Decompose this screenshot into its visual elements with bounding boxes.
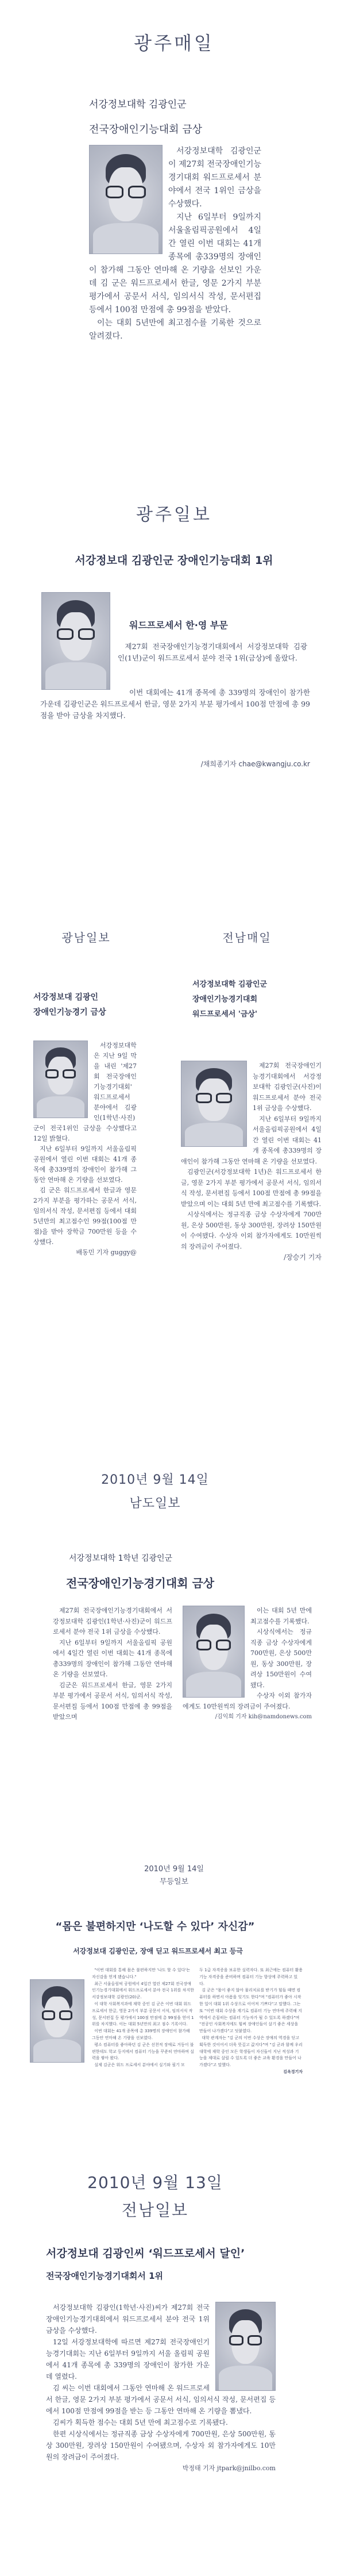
paragraph: 시상식에서는 정규직종 금상 수상자에게 700만원, 은상 500만원, 동상 300만원, 장려상 150만원이 수여됐다.	[250, 1628, 312, 1689]
paragraph: 이번 대회에는 41개 종목에 총 339명의 장애인이 참가한 가운데 김광인군은 워드프로세서 한글, 영문 2가지 부분 평가에서 100점 만점에 총 99점을 받아 금상을 차지했다.	[40, 688, 310, 720]
subhead: 전국장애인기능경기대회서 1위	[46, 2271, 164, 2281]
portrait-photo	[183, 1606, 245, 1698]
headline	[33, 990, 148, 1020]
headline: 전국장애인기능경기대회 금상	[66, 1576, 215, 1590]
masthead: 전남일보	[121, 2201, 189, 2220]
paragraph: "이번 대회를 통해 몸은 불편하지만 '나도 할 수 있다'는 자신감을 얻게 됐습니다."	[92, 1968, 191, 1979]
paragraph: 김 씨는 이번 대회에서 그동안 연마해 온 워드프로세서 한글, 영문 2가지 부분 평가에서 공문서 서식, 임의서식 작성, 문서편집 등에서 100점 만점에 99점을 받는 등 그동안 연마해 온 기량을 뽐냈다.	[46, 2384, 276, 2415]
paragraph: 이는 대회 5년 만에 최고점수를 기록했다.	[250, 1607, 312, 1625]
paragraph: 시상식에서는 정규직종 금상 수상자에게 700만원, 은상 500만원, 동상 300만원, 장려상 150만원이 수여됐다. 수상자 이외 참가자에게도 10만원씩의 장려금이 주어졌다.	[181, 1211, 322, 1250]
masthead: 무등일보	[159, 1878, 189, 1886]
headline-line: 장애인기능경기 금상	[33, 1008, 106, 1017]
paragraph: 지난 6일부터 9일까지 서울올림픽공원에서 4일간 열린 이번 대회는 41개 종목에 총339명의 장애인이 참가해 그동안 연마해 온 기량을 선보였다.	[181, 1115, 322, 1165]
headline	[192, 977, 324, 1022]
byline: 김옥경기자	[283, 2069, 303, 2074]
byline: 배동민 기자 guggy@	[76, 1249, 137, 1256]
paragraph: 서강정보대학은 지난 9일 막을 내린 '제27회 전국장애인기능경기대회' 워드프로세서 분야에서 김광인(1학년·사진)군이 전국1위인 금상을 수상했다고 12일 밝혔다.	[33, 1042, 137, 1142]
paragraph: 최근 서울올림픽 공원에서 4일간 열린 제27회 전국장애인기능경기대회에서 워드프로세서 분야 전국 1위를 차지한 서강정보대학 김광인(20)군.	[92, 1981, 194, 2000]
paragraph: 김 군은 워드프로세서 한글과 영문 2가지 부분을 평가하는 공문서 서식, 임의서식 작성, 문서편집 등에서 대회 5년만의 최고점수인 99점(100점 만점)을 받아 장학금 700만원 등을 수상했다.	[33, 1187, 137, 1246]
paragraph: 실제 김군은 워드 프로세서 분야에서 실기와 필기 모	[94, 2063, 185, 2068]
paragraph: 12일 서강정보대학에 따르면 제27회 전국장애인기능경기대회는 지난 6일부터 9일까지 서울 올림픽 공원에서 41개 종목에 총 339명의 장애인이 참가한 가운데 열렸다.	[46, 2338, 210, 2381]
paragraph: 이번 대회는 41개 종목에 총 339명의 장애인이 참가해 그동안 연마해 온 기량을 선보였다.	[92, 2029, 190, 2040]
publication-date: 2010년 9월 14일	[101, 1473, 209, 1487]
paragraph: 김씨가 획득한 점수는 대회 5년 만에 최고점수로 기록됐다.	[53, 2418, 228, 2427]
portrait-photo	[33, 1041, 88, 1118]
byline: /채희종기자 chae@kwangju.co.kr	[200, 760, 310, 768]
headline	[89, 92, 273, 143]
subhead: 워드프로세서 한·영 부문	[129, 620, 228, 631]
paragraph: 지난 6일부터 9일까지 서울올림픽공원에서 4일간 열린 이번 대회는 41개 종목에 총339명의 장애인이 참가해 그동안 연마해 온 기량을 선보인 가운데 김 군은 워드프로세서 한글, 영문 2가지 부분 평가에서 공문서 서식, 임의서식 작성, 문서편집 등에서 100점 만점에 총 99점을 받았다.	[89, 213, 261, 314]
paragraph: 수상자 이외 참가자에게도 10만원씩의 장려금이 주어졌다.	[183, 1692, 312, 1710]
paragraph: 김 군은 "몸이 좋지 않아 물리치료를 받기가 힘들 때면 컴퓨터를 하면서 아픔을 잊기도 한다"며 "컴퓨터가 좋아 시작한 일이 대회 1위 수상으로 이어져 기쁘다"고 말했다. 그는 또 "이번 대회 수상을 계기로 컴퓨터 기능 연마에 주력해 지역에서 손꼽히는 컴퓨터 기능자가 될 수 있도록 하겠다"며 "전공인 사회복지에도 힘써 장애인들이 살기 좋은 세상을 만들어 나가겠다"고 덧붙였다.	[199, 1988, 302, 2034]
headline: “몸은 불편하지만 ‘나도할 수 있다’ 자신감”	[55, 1921, 255, 1933]
article-body-left	[92, 1967, 194, 2069]
paragraph: 서강정보대학 김광인군이 제27회 전국장애인기능경기대회 워드프로세서 분야에서 전국 1위인 금상을 수상했다.	[168, 147, 261, 209]
paragraph: 서강정보대학 김광인(1학년·사진)씨가 제27회 전국장애인기능경기대회에서 워드프로세서 분야 전국 1위 금상을 수상했다.	[46, 2304, 210, 2335]
masthead: 광남일보	[61, 931, 111, 945]
publication-date: 2010년 9월 14일	[144, 1865, 204, 1874]
article-body	[89, 145, 261, 343]
headline-line: 워드프로세서 '금상'	[192, 1010, 257, 1019]
paragraph: 김광인군(서강정보대학 1년)은 워드프로세서 한글, 영문 2가지 부분 평가에서 공문서 서식, 임의서식 작성, 문서편집 등에서 100점 만점에 총 99점을 받았으며 이는 대회 5년 만에 최고점수를 기록했다.	[181, 1168, 322, 1208]
headline: 서강정보대 김광인군 장애인기능대회 1위	[75, 554, 273, 567]
paragraph: 제27회 전국장애인기능경기대회에서 서강정보대학 김광인군(사진)이 워드프로세서 분야 전국 1위 금상을 수상했다.	[253, 1062, 322, 1112]
portrait-photo	[215, 2302, 276, 2391]
headline-line: 전국장애인기능대회 금상	[89, 124, 202, 136]
byline: /김익희 기자 kih@namdonews.com	[215, 1714, 312, 1720]
headline: 서강정보대 김광인씨 ‘워드프로세서 달인’	[46, 2247, 245, 2260]
headline-line: 장애인기능경기대회	[192, 995, 258, 1004]
masthead: 광주일보	[136, 505, 212, 525]
byline: /장승기 기자	[284, 1253, 322, 1261]
paragraph: 제27회 전국장애인기능경기대회에서 서강정보대학 김광인(1학년·사진)군이 워드프로세서 분야 전국 1위 금상을 수상했다.	[53, 1607, 172, 1636]
paragraph: 제27회 전국장애인기능경기대회에서 서강정보대학 김광인(1년)군이 워드프로세서 분야 전국 1위(금상)에 올랐다.	[118, 642, 307, 662]
publication-date: 2010년 9월 13일	[87, 2173, 223, 2192]
headline-line: 서강정보대학 김광인군	[192, 980, 268, 989]
masthead: 남도일보	[129, 1496, 181, 1511]
article-body-left	[53, 1606, 172, 1723]
headline-line: 서강정보대 김광인	[33, 993, 99, 1002]
portrait-photo	[89, 145, 163, 254]
paragraph: 이는 대회 5년만에 최고점수를 기록한 것으로 알려졌다.	[89, 318, 261, 341]
byline: 박정태 기자 jtpark@jnilbo.com	[182, 2464, 276, 2472]
portrait-photo	[30, 1979, 84, 2063]
article-body	[33, 1041, 137, 1258]
masthead: 전남매일	[222, 931, 272, 945]
paragraph: 한편 시상식에서는 정규직종 금상 수상자에게 700만원, 은상 500만원, 동상 300만원, 장려상 150만원이 수여됐으며, 수상자 외 참가자에게도 10만원의 장려금이 주어졌다.	[46, 2430, 276, 2461]
article-body-right	[199, 1967, 303, 2076]
portrait-photo	[41, 592, 110, 690]
paragraph: 평소 컴퓨터를 좋아하던 김 군은 선천적 장애로 거동이 불편한데도 학교 등지에서 컴퓨터 기능을 꾸준히 연마하며 실력을 쌓아 왔다.	[92, 2042, 194, 2061]
portrait-photo	[181, 1061, 247, 1147]
headline-line: 서강정보대학 김광인군	[89, 99, 187, 110]
paragraph: 이 대학 사회복지과에 재학 중인 김 군은 이번 대회 워드프로세서 한글, 영문 2가지 부분 공문서 서식, 임의서식 작성, 문서편집 등 평가에서 100점 만점에 총 99점을 얻어 1위를 차지했다. 이는 대회 5년만의 최고 점수 기록이다.	[92, 2001, 194, 2027]
paragraph: 두 1급 자격증을 보유한 실력자다. 또 최근에는 컴퓨터 활용 기능 자격증을 준비하며 컴퓨터 기능 향상에 주력하고 있다.	[199, 1968, 303, 1986]
article-body	[181, 1061, 322, 1263]
paragraph: 지난 6일부터 9일까지 서울올림픽 공원에서 열린 이번 대회는 41개 종목에 총339명의 장애인이 참가해 그동안 연마해 온 기량을 선보였다.	[33, 1145, 137, 1184]
article-body	[46, 2302, 276, 2474]
article-body-cont	[40, 687, 310, 721]
paragraph: 김군은 워드프로세서 한글, 영문 2가지 부분 평가에서 공문서 서식, 임의서식 작성, 문서편집 등에서 100점 만점에 총 99점을 받았으며	[53, 1681, 172, 1721]
kicker: 서강정보대학 1학년 김광인군	[69, 1554, 173, 1563]
subhead: 서강정보대 김광인군, 장애 딛고 워드프로세서 최고 등극	[73, 1947, 243, 1955]
masthead: 광주매일	[134, 32, 214, 54]
paragraph: 대학 관계자는 "김 군의 이번 수상은 장애의 역경을 딛고 획득한 것이어서 더욱 뜻깊고 값지다"며 "김 군과 함께 우리 대학에 재학 중인 모든 학생들이 자신들이 지닌 적성과 기능을 제대로 살릴 수 있도록 더 좋은 교육 환경을 만들어 나가겠다"고 말했다.	[199, 2035, 303, 2068]
article-body-right	[183, 1606, 312, 1723]
article-body	[118, 641, 307, 664]
paragraph: 지난 6일부터 9일까지 서울올림픽 공원에서 4일간 열린 이번 대회는 41개 종목에 총339명의 장애인이 참가해 그동안 연마해 온 기량을 선보였다.	[53, 1638, 172, 1678]
